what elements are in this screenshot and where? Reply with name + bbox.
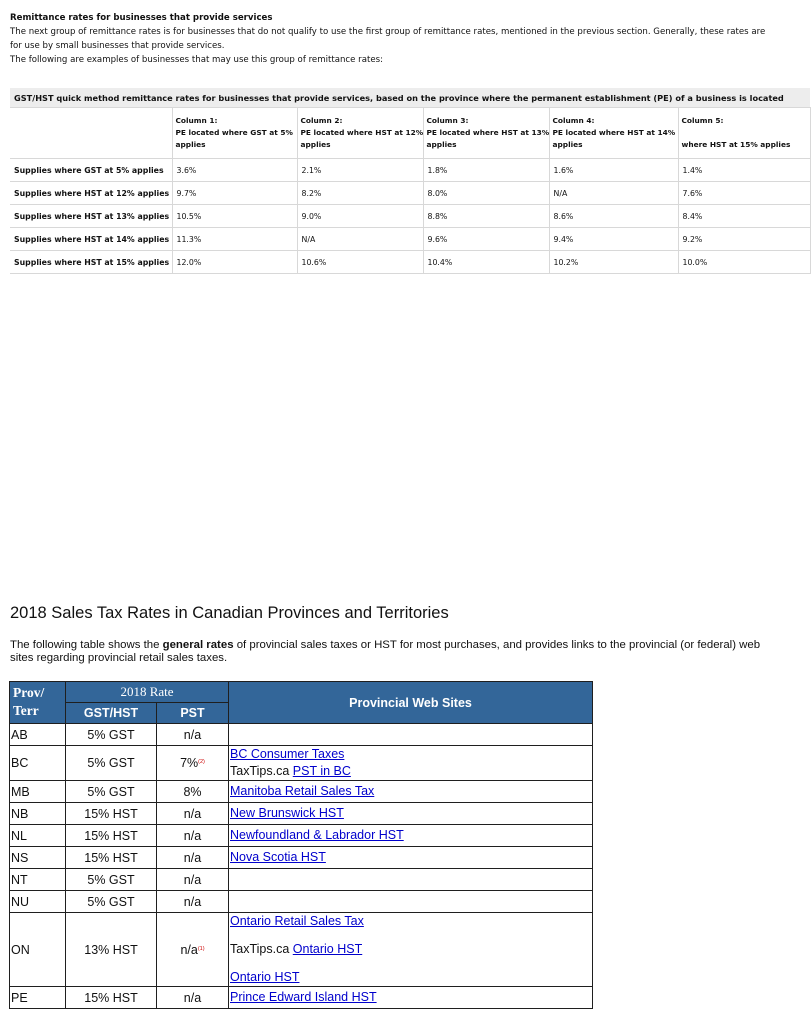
- quick-table-row: [10, 205, 810, 228]
- provincial-web-sites-cell: [229, 869, 593, 891]
- quick-rate-cell: 9.0%: [297, 205, 423, 228]
- header-prov-line2: Terr: [13, 703, 39, 718]
- province-code: NS: [10, 847, 66, 869]
- provincial-web-link[interactable]: Prince Edward Island HST: [230, 990, 377, 1004]
- header-gst-hst: GST/HST: [66, 703, 157, 724]
- column-header-line: applies: [175, 140, 206, 149]
- pst-rate: [157, 746, 229, 781]
- column-header-line: where HST at 15% applies: [681, 140, 791, 149]
- pst-value: n/a: [183, 850, 202, 865]
- web-site-line: [230, 969, 591, 986]
- provincial-web-sites-cell: [229, 781, 593, 803]
- remittance-paragraph-1: The next group of remittance rates is for businesses that do not qualify to use the first group of remittance rates, mentioned in the previous section. Generally, these rates are for use by small businesses that provide services.: [10, 27, 766, 51]
- pst-rate: [157, 803, 229, 825]
- pst-value: n/a: [183, 894, 202, 909]
- sales-tax-title: 2018 Sales Tax Rates in Canadian Provinces and Territories: [10, 604, 449, 622]
- quick-rate-cell: 8.0%: [423, 182, 549, 205]
- sales-tax-row-mb: [10, 781, 593, 803]
- pst-rate: [157, 913, 229, 987]
- pst-value: n/a: [180, 942, 198, 957]
- column-header-line: applies: [300, 140, 331, 149]
- provincial-web-sites-cell: [229, 847, 593, 869]
- pst-value: n/a: [183, 828, 202, 843]
- column-header-line: PE located where HST at 13%: [426, 128, 550, 137]
- provincial-web-sites-cell: [229, 891, 593, 913]
- provincial-web-sites-cell: [229, 825, 593, 847]
- sales-tax-row-ns: [10, 847, 593, 869]
- provincial-web-sites-cell: [229, 724, 593, 746]
- web-site-line: [230, 827, 591, 844]
- provincial-web-link[interactable]: Manitoba Retail Sales Tax: [230, 784, 375, 798]
- sales-tax-row-pe: [10, 987, 593, 1009]
- header-prov-terr: [10, 682, 66, 724]
- quick-row-label: Supplies where HST at 14% applies: [10, 228, 172, 251]
- provincial-web-sites-cell: [229, 913, 593, 987]
- column-header-line: Column 5:: [681, 116, 724, 125]
- footnote-marker[interactable]: (2): [198, 759, 205, 765]
- web-site-line: [230, 746, 591, 763]
- pst-value: 7%: [180, 756, 199, 770]
- quick-rate-cell: 1.4%: [678, 159, 810, 182]
- web-site-line: [230, 989, 591, 1006]
- quick-rate-cell: 10.2%: [549, 251, 678, 274]
- quick-table-column-header: [297, 108, 423, 159]
- column-header-line: PE located where GST at 5%: [175, 128, 293, 137]
- quick-rate-cell: 9.4%: [549, 228, 678, 251]
- pst-value: n/a: [183, 806, 202, 821]
- province-code: NT: [10, 869, 66, 891]
- province-code: PE: [10, 987, 66, 1009]
- provincial-web-link[interactable]: New Brunswick HST: [230, 806, 344, 820]
- gst-hst-rate: 13% HST: [66, 913, 157, 987]
- quick-rate-cell: 8.2%: [297, 182, 423, 205]
- provincial-web-sites-cell: [229, 746, 593, 781]
- sales-tax-row-ab: [10, 724, 593, 746]
- gst-hst-rate: 15% HST: [66, 803, 157, 825]
- web-site-line: [230, 805, 591, 822]
- gst-hst-rate: 5% GST: [66, 891, 157, 913]
- link-prefix: TaxTips.ca: [230, 764, 293, 778]
- web-site-line: [230, 941, 591, 958]
- gst-hst-rate: 5% GST: [66, 724, 157, 746]
- pst-rate: [157, 869, 229, 891]
- sales-tax-table: [9, 681, 593, 1009]
- header-prov-line1: Prov/: [13, 685, 45, 700]
- provincial-web-link[interactable]: Ontario HST: [292, 942, 363, 956]
- provincial-web-sites-cell: [229, 987, 593, 1009]
- sales-tax-row-nb: [10, 803, 593, 825]
- province-code: AB: [10, 724, 66, 746]
- quick-rate-cell: 7.6%: [678, 182, 810, 205]
- provincial-web-link[interactable]: Newfoundland & Labrador HST: [230, 828, 404, 842]
- quick-rate-cell: 9.6%: [423, 228, 549, 251]
- provincial-web-sites-cell: [229, 803, 593, 825]
- quick-rate-cell: N/A: [549, 182, 678, 205]
- quick-table-corner: [10, 108, 172, 159]
- web-site-line: [230, 849, 591, 866]
- quick-table-row: [10, 251, 810, 274]
- provincial-web-link[interactable]: Nova Scotia HST: [230, 850, 326, 864]
- quick-rate-cell: N/A: [297, 228, 423, 251]
- remittance-title: Remittance rates for businesses that provide services: [10, 13, 273, 23]
- quick-table-row: [10, 159, 810, 182]
- column-header-line: applies: [552, 140, 583, 149]
- quick-method-table-container: [10, 88, 791, 274]
- quick-rate-cell: 10.6%: [297, 251, 423, 274]
- quick-rate-cell: 1.8%: [423, 159, 549, 182]
- gst-hst-rate: 5% GST: [66, 746, 157, 781]
- quick-rate-cell: 12.0%: [172, 251, 297, 274]
- quick-rate-cell: 1.6%: [549, 159, 678, 182]
- web-site-line: [230, 763, 591, 780]
- pst-value: n/a: [183, 990, 202, 1005]
- pst-value: n/a: [183, 872, 202, 887]
- pst-rate: [157, 891, 229, 913]
- gst-hst-rate: 15% HST: [66, 987, 157, 1009]
- footnote-marker[interactable]: (1): [197, 945, 205, 952]
- quick-rate-cell: 9.7%: [172, 182, 297, 205]
- quick-table-caption: GST/HST quick method remittance rates for businesses that provide services, based on the province where the permanent establishment (PE) of a business is located: [10, 88, 810, 108]
- provincial-web-link[interactable]: Ontario HST: [230, 970, 300, 984]
- quick-rate-cell: 8.8%: [423, 205, 549, 228]
- column-header-line: Column 4:: [552, 116, 595, 125]
- gst-hst-rate: 5% GST: [66, 781, 157, 803]
- pst-value: n/a: [183, 727, 202, 742]
- column-header-line: PE located where HST at 12%: [300, 128, 424, 137]
- quick-table-column-header: [172, 108, 297, 159]
- remittance-section: [10, 11, 768, 67]
- quick-row-label: Supplies where HST at 15% applies: [10, 251, 172, 274]
- sales-tax-row-nu: [10, 891, 593, 913]
- pst-rate: [157, 724, 229, 746]
- quick-table-column-header: [678, 108, 810, 159]
- web-site-line: [230, 783, 591, 800]
- pst-rate: [157, 825, 229, 847]
- header-2018-rate: 2018 Rate: [66, 682, 229, 703]
- provincial-web-link[interactable]: BC Consumer Taxes: [230, 747, 345, 761]
- gst-hst-rate: 5% GST: [66, 869, 157, 891]
- provincial-web-link[interactable]: PST in BC: [292, 764, 351, 778]
- pst-rate: [157, 987, 229, 1009]
- header-pst: PST: [157, 703, 229, 724]
- sales-tax-row-bc: [10, 746, 593, 781]
- sales-tax-row-nl: [10, 825, 593, 847]
- quick-rate-cell: 3.6%: [172, 159, 297, 182]
- quick-table-column-header: [549, 108, 678, 159]
- quick-method-table: [10, 88, 811, 274]
- province-code: MB: [10, 781, 66, 803]
- quick-rate-cell: 8.4%: [678, 205, 810, 228]
- quick-rate-cell: 10.4%: [423, 251, 549, 274]
- quick-row-label: Supplies where GST at 5% applies: [10, 159, 172, 182]
- province-code: NB: [10, 803, 66, 825]
- column-header-line: Column 1:: [175, 116, 218, 125]
- quick-table-row: [10, 182, 810, 205]
- quick-table-row: [10, 228, 810, 251]
- province-code: BC: [10, 746, 66, 781]
- intro-text-2: of provincial sales taxes or HST for most purchases, and provides links to the provincial (or federal) web sites regarding provincial retail sales taxes.: [10, 639, 761, 664]
- quick-rate-cell: 8.6%: [549, 205, 678, 228]
- quick-rate-cell: 2.1%: [297, 159, 423, 182]
- column-header-line: PE located where HST at 14%: [552, 128, 676, 137]
- quick-table-column-header: [423, 108, 549, 159]
- quick-rate-cell: 9.2%: [678, 228, 810, 251]
- gst-hst-rate: 15% HST: [66, 847, 157, 869]
- quick-row-label: Supplies where HST at 12% applies: [10, 182, 172, 205]
- link-prefix: TaxTips.ca: [230, 942, 293, 956]
- column-header-line: applies: [426, 140, 457, 149]
- sales-tax-row-nt: [10, 869, 593, 891]
- province-code: NL: [10, 825, 66, 847]
- pst-rate: [157, 781, 229, 803]
- remittance-paragraph-2: The following are examples of businesses that may use this group of remittance rates:: [10, 55, 383, 65]
- header-provincial-web-sites: Provincial Web Sites: [229, 682, 593, 724]
- intro-bold-general-rates: general rates: [162, 639, 234, 651]
- gst-hst-rate: 15% HST: [66, 825, 157, 847]
- sales-tax-intro: [10, 639, 762, 665]
- web-site-line: [230, 913, 591, 930]
- intro-text-1: The following table shows the: [10, 639, 163, 651]
- province-code: NU: [10, 891, 66, 913]
- province-code: ON: [10, 913, 66, 987]
- quick-rate-cell: 10.5%: [172, 205, 297, 228]
- column-header-line: Column 3:: [426, 116, 469, 125]
- provincial-web-link[interactable]: Ontario Retail Sales Tax: [230, 914, 364, 928]
- quick-rate-cell: 11.3%: [172, 228, 297, 251]
- quick-row-label: Supplies where HST at 13% applies: [10, 205, 172, 228]
- pst-value: 8%: [183, 784, 202, 799]
- column-header-line: Column 2:: [300, 116, 343, 125]
- pst-rate: [157, 847, 229, 869]
- sales-tax-row-on: [10, 913, 593, 987]
- quick-rate-cell: 10.0%: [678, 251, 810, 274]
